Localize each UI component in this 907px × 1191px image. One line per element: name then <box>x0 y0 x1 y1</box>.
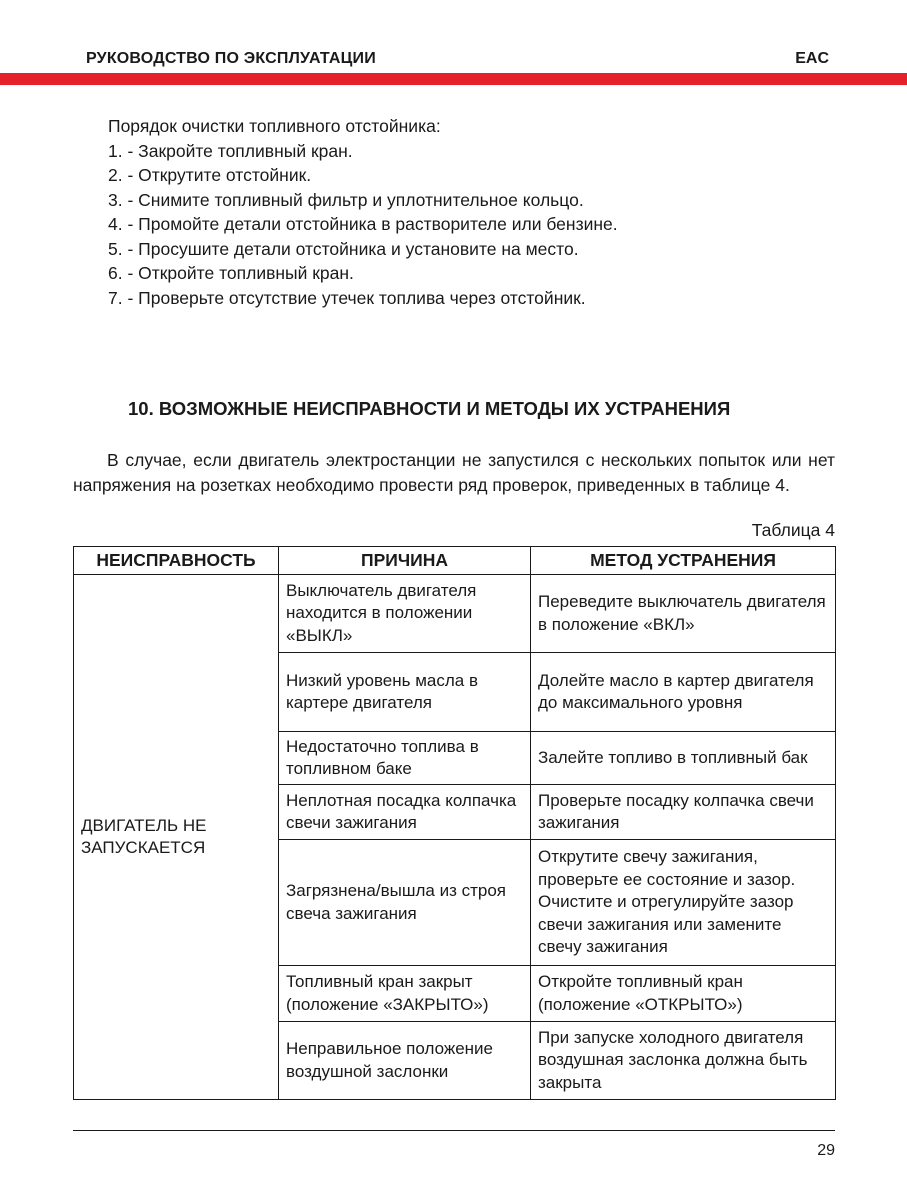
document-title: РУКОВОДСТВО ПО ЭКСПЛУАТАЦИИ <box>86 50 376 67</box>
procedure-step: 2. - Открутите отстойник. <box>108 165 312 185</box>
procedure-steps <box>108 139 848 311</box>
procedure-step: 6. - Откройте топливный кран. <box>108 263 354 283</box>
footer-divider <box>73 1130 835 1131</box>
remedy-cell: Переведите выключатель двигателя в положение «ВКЛ» <box>531 575 836 653</box>
table-caption: Таблица 4 <box>751 520 835 540</box>
cause-cell: Неправильное положение воздушной заслонки <box>279 1022 531 1100</box>
table-header-row <box>74 547 836 575</box>
remedy-cell: Долейте масло в картер двигателя до максимального уровня <box>531 653 836 732</box>
table-row <box>74 575 836 653</box>
cause-cell: Выключатель двигателя находится в положении «ВЫКЛ» <box>279 575 531 653</box>
cause-cell: Загрязнена/вышла из строя свеча зажигания <box>279 840 531 966</box>
cause-cell: Неплотная посадка колпачка свечи зажигания <box>279 785 531 840</box>
cause-cell: Низкий уровень масла в картере двигателя <box>279 653 531 732</box>
section-intro: В случае, если двигатель электростанции не запустился с нескольких попыток или нет напряжения на розетках необходимо провести ряд проверок, приведенных в таблице 4. <box>73 450 835 495</box>
fault-cell: ДВИГАТЕЛЬ НЕ ЗАПУСКАЕТСЯ <box>74 575 279 1100</box>
remedy-cell: Открутите свечу зажигания, проверьте ее состояние и зазор. Очистите и отрегулируйте зазор свечи зажигания или замените свечу зажигания <box>531 840 836 966</box>
page-number: 29 <box>817 1142 835 1159</box>
procedure-step: 4. - Промойте детали отстойника в растворителе или бензине. <box>108 214 618 234</box>
section-heading: 10. ВОЗМОЖНЫЕ НЕИСПРАВНОСТИ И МЕТОДЫ ИХ УСТРАНЕНИЯ <box>128 398 731 419</box>
remedy-cell: При запуске холодного двигателя воздушная заслонка должна быть закрыта <box>531 1022 836 1100</box>
remedy-cell: Проверьте посадку колпачка свечи зажигания <box>531 785 836 840</box>
fuel-sump-cleaning-procedure <box>108 114 848 310</box>
eac-certification-mark: EAC <box>795 50 829 67</box>
remedy-cell: Откройте топливный кран (положение «ОТКРЫТО») <box>531 966 836 1022</box>
header-accent-bar <box>0 73 907 85</box>
procedure-step: 5. - Просушите детали отстойника и установите на место. <box>108 238 579 259</box>
column-header-remedy: МЕТОД УСТРАНЕНИЯ <box>531 547 836 575</box>
cause-cell: Недостаточно топлива в топливном баке <box>279 732 531 785</box>
cause-cell: Топливный кран закрыт (положение «ЗАКРЫТО») <box>279 966 531 1022</box>
procedure-step: 1. - Закройте топливный кран. <box>108 140 353 161</box>
remedy-cell: Залейте топливо в топливный бак <box>531 732 836 785</box>
procedure-title: Порядок очистки топливного отстойника: <box>108 116 441 136</box>
procedure-step: 3. - Снимите топливный фильтр и уплотнительное кольцо. <box>108 189 584 210</box>
procedure-step: 7. - Проверьте отсутствие утечек топлива через отстойник. <box>108 287 586 308</box>
troubleshooting-table <box>73 546 836 1100</box>
column-header-cause: ПРИЧИНА <box>279 547 531 575</box>
column-header-fault: НЕИСПРАВНОСТЬ <box>74 547 279 575</box>
